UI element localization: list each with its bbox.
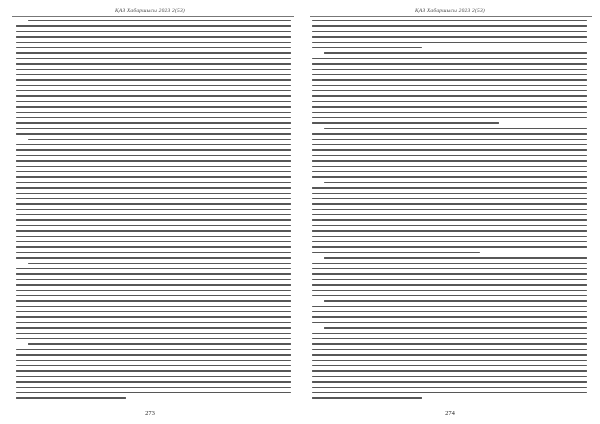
text-line [312,144,587,145]
text-line [312,343,587,344]
text-line [28,343,291,344]
text-line [16,284,291,285]
text-line [312,322,587,323]
text-line [312,58,587,59]
text-line [312,370,587,371]
text-line [324,327,587,328]
text-line [16,268,291,269]
text-line [312,79,587,80]
text-line [324,128,587,129]
text-line [312,31,587,32]
text-line [312,193,587,194]
text-line [312,252,480,253]
text-line [312,117,587,118]
text-line [16,219,291,220]
text-line [16,214,291,215]
text-line [16,376,291,377]
text-line [16,354,291,355]
text-line [16,155,291,156]
text-line [16,300,291,301]
text-line [312,290,587,291]
text-line [16,381,291,382]
text-line [16,128,291,129]
text-line [312,236,587,237]
text-line [312,230,587,231]
text-line [16,63,291,64]
text-line [16,95,291,96]
right-page [300,0,600,424]
text-line [16,203,291,204]
body-text [312,20,587,403]
text-line [16,279,291,280]
text-line [16,295,291,296]
text-line [312,203,587,204]
text-line [16,31,291,32]
text-line [16,306,291,307]
text-line [324,52,587,53]
text-line [16,198,291,199]
text-line [16,230,291,231]
text-line [312,381,587,382]
text-line [16,397,126,398]
text-line [16,333,291,334]
text-line [16,246,291,247]
text-line [312,187,587,188]
text-line [16,273,291,274]
text-line [312,225,587,226]
text-line [16,74,291,75]
text-line [312,166,587,167]
text-line [16,176,291,177]
text-line [312,155,587,156]
text-line [312,306,587,307]
text-line [16,290,291,291]
text-line [16,52,291,53]
text-line [312,106,587,107]
text-line [312,295,587,296]
text-line [16,257,291,258]
text-line [312,392,587,393]
text-line [312,198,587,199]
text-line [16,36,291,37]
text-line [16,25,291,26]
text-line [312,20,587,21]
page-number: 274 [445,410,455,417]
text-line [16,144,291,145]
text-line [16,117,291,118]
text-line [16,322,291,323]
text-line [16,392,291,393]
text-line [312,376,587,377]
text-line [312,25,587,26]
text-line [312,214,587,215]
text-line [16,241,291,242]
text-line [312,139,587,140]
text-line [28,263,291,264]
text-line [16,149,291,150]
text-line [312,365,587,366]
text-line [16,166,291,167]
text-line [16,160,291,161]
text-line [312,85,587,86]
text-line [324,257,587,258]
text-line [312,176,587,177]
text-line [312,246,587,247]
text-line [16,122,291,123]
text-line [16,327,291,328]
text-line [16,187,291,188]
text-line [312,349,587,350]
text-line [16,316,291,317]
text-line [312,219,587,220]
text-line [312,74,587,75]
text-line [312,47,422,48]
text-line [16,42,291,43]
text-line [312,95,587,96]
text-line [28,139,291,140]
text-line [16,79,291,80]
text-line [16,365,291,366]
text-line [312,241,587,242]
text-line [16,106,291,107]
text-line [312,101,587,102]
page-number: 273 [145,410,155,417]
text-line [312,311,587,312]
text-line [312,338,587,339]
text-line [16,209,291,210]
text-line [312,63,587,64]
text-line [312,268,587,269]
text-line [16,171,291,172]
text-line [312,122,499,123]
text-line [16,58,291,59]
text-line [312,112,587,113]
text-line [312,42,587,43]
text-line [16,85,291,86]
text-line [312,133,587,134]
text-line [324,300,587,301]
body-text [16,20,291,403]
header-rule [12,16,294,17]
text-line [312,316,587,317]
running-head: ҚАЗ Хабаршысы 2023 2(53) [115,8,185,14]
text-line [324,182,587,183]
text-line [312,284,587,285]
text-line [16,47,291,48]
text-line [16,69,291,70]
text-line [312,36,587,37]
text-line [16,133,291,134]
text-line [16,101,291,102]
text-line [16,252,291,253]
text-line [312,171,587,172]
text-line [312,333,587,334]
text-line [312,149,587,150]
text-line [312,263,587,264]
text-line [16,193,291,194]
text-line [312,387,587,388]
text-line [16,182,291,183]
text-line [16,112,291,113]
text-line [312,360,587,361]
text-line [16,338,291,339]
text-line [16,360,291,361]
running-head: ҚАЗ Хабаршысы 2023 2(53) [415,8,485,14]
text-line [312,273,587,274]
text-line [312,279,587,280]
text-line [16,387,291,388]
text-line [16,311,291,312]
text-line [16,370,291,371]
text-line [16,236,291,237]
text-line [312,397,422,398]
text-line [16,90,291,91]
header-rule [310,16,592,17]
text-line [312,354,587,355]
text-line [28,20,291,21]
text-line [312,209,587,210]
text-line [16,225,291,226]
text-line [312,160,587,161]
text-line [312,69,587,70]
text-line [16,349,291,350]
text-line [312,90,587,91]
